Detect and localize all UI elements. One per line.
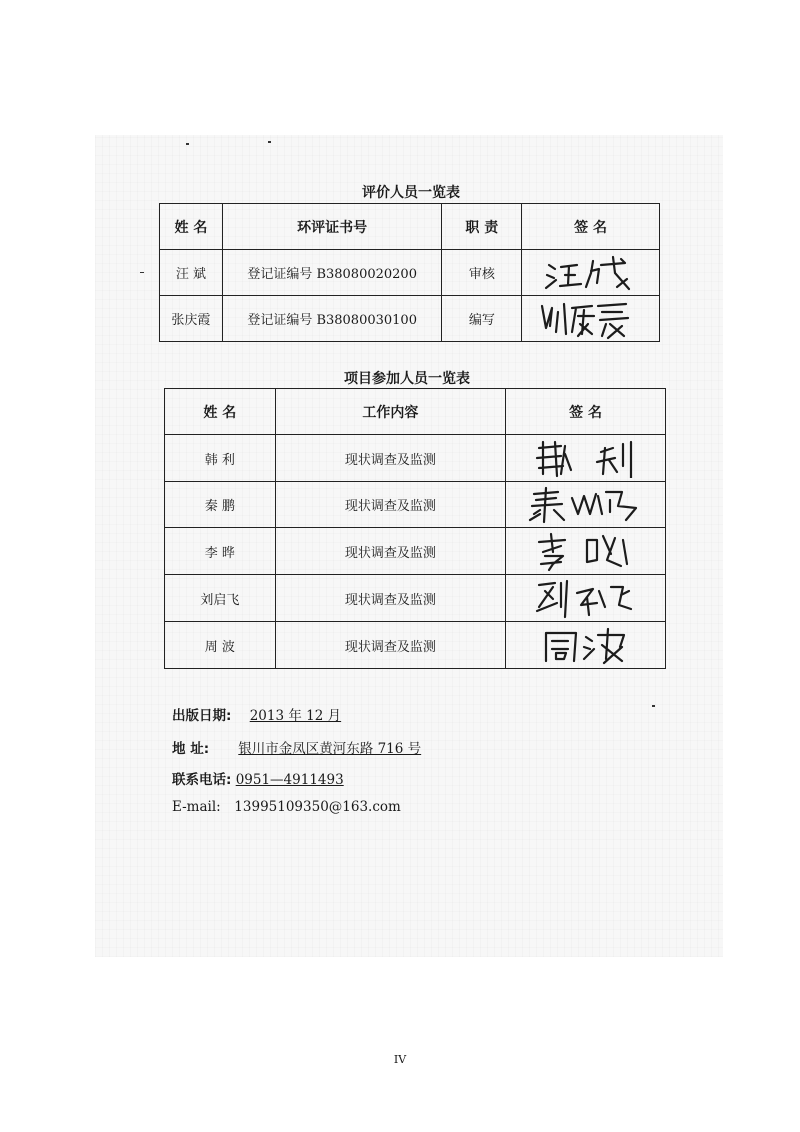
- participant-table: [164, 388, 666, 669]
- speck: [652, 705, 655, 707]
- table-row: [165, 622, 666, 669]
- signature: [506, 622, 666, 669]
- signature: [506, 575, 666, 622]
- cell-name: 张庆霞: [160, 296, 223, 342]
- address: [172, 737, 421, 757]
- table2-title: 项目参加人员一览表: [344, 371, 470, 387]
- phone: [172, 768, 344, 788]
- cell-work: 现状调查及监测: [275, 575, 505, 622]
- table-row: [165, 482, 666, 528]
- address-value: 银川市金凤区黄河东路 716 号: [238, 741, 422, 757]
- cell-work: 现状调查及监测: [275, 482, 505, 528]
- signature: [522, 250, 660, 296]
- header-name: 姓 名: [165, 389, 276, 435]
- cell-duty: 审核: [442, 250, 522, 296]
- table2-header-row: [165, 389, 666, 435]
- table1-header-row: [160, 204, 660, 250]
- handwritten-signature: [541, 253, 641, 293]
- cell-work: 现状调查及监测: [275, 528, 505, 575]
- handwritten-signature: [536, 298, 646, 340]
- email-value: 13995109350@163.com: [234, 799, 401, 815]
- date-value: 2013 年 12 月: [249, 708, 342, 724]
- handwritten-signature: [526, 484, 646, 526]
- cell-name: 秦 鹏: [165, 482, 276, 528]
- cell-duty: 编写: [442, 296, 522, 342]
- handwritten-signature: [531, 577, 641, 619]
- handwritten-signature: [536, 625, 636, 665]
- header-duty: 职 责: [442, 204, 522, 250]
- cell-name: 周 波: [165, 622, 276, 669]
- table-row: [165, 575, 666, 622]
- table-row: [160, 250, 660, 296]
- cell-name: 李 晔: [165, 528, 276, 575]
- email-label: E-mail:: [172, 799, 221, 815]
- header-work: 工作内容: [275, 389, 505, 435]
- table1-title: 评价人员一览表: [362, 185, 460, 201]
- page-number: IV: [393, 1053, 407, 1066]
- evaluator-table: [159, 203, 660, 342]
- header-signature: 签 名: [506, 389, 666, 435]
- address-label: 地 址:: [172, 741, 210, 757]
- cell-cert: 登记证编号 B38080030100: [222, 296, 442, 342]
- header-cert: 环评证书号: [222, 204, 442, 250]
- header-name: 姓 名: [160, 204, 223, 250]
- handwritten-signature: [531, 530, 641, 572]
- email: [172, 799, 401, 815]
- table-row: [165, 528, 666, 575]
- table-row: [165, 435, 666, 482]
- header-signature: 签 名: [522, 204, 660, 250]
- cell-cert: 登记证编号 B38080020200: [222, 250, 442, 296]
- cell-name: 刘启飞: [165, 575, 276, 622]
- speck: [140, 272, 144, 273]
- speck: [268, 141, 271, 143]
- phone-value: 0951—4911493: [235, 772, 344, 788]
- table-row: [160, 296, 660, 342]
- cell-name: 汪 斌: [160, 250, 223, 296]
- phone-label: 联系电话:: [172, 772, 232, 788]
- signature: [506, 482, 666, 528]
- date-label: 出版日期:: [172, 708, 232, 724]
- signature: [506, 528, 666, 575]
- signature: [522, 296, 660, 342]
- publication-date: [172, 704, 355, 724]
- cell-work: 现状调查及监测: [275, 622, 505, 669]
- cell-name: 韩 利: [165, 435, 276, 482]
- cell-work: 现状调查及监测: [275, 435, 505, 482]
- speck: [186, 143, 189, 145]
- handwritten-signature: [531, 438, 641, 478]
- signature: [506, 435, 666, 482]
